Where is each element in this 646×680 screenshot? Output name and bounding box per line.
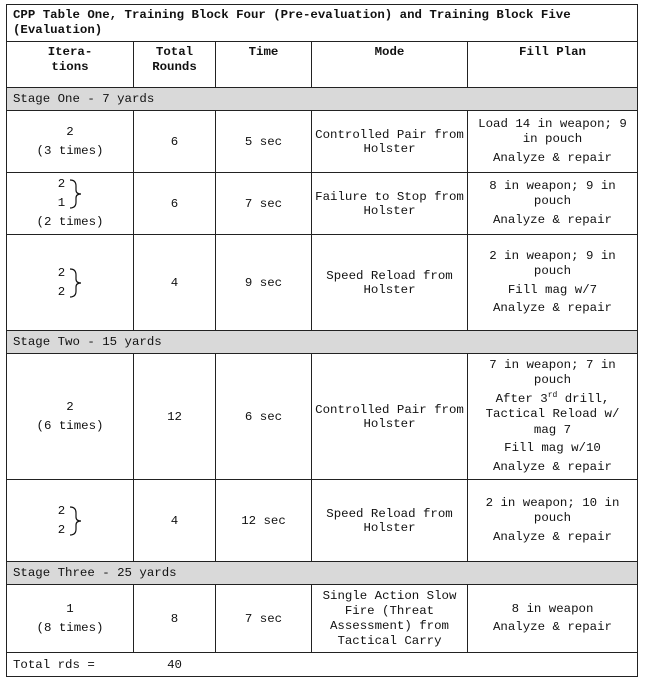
total-value: 40 — [134, 653, 216, 677]
time-cell: 7 sec — [216, 585, 312, 653]
rounds-cell: 4 — [134, 235, 216, 331]
table-row — [7, 585, 638, 653]
time-cell: 7 sec — [216, 173, 312, 235]
mode-cell: Single Action Slow Fire (Threat Assessment) from Tactical Carry — [312, 585, 468, 653]
fill-plan-line: 2 in weapon; 9 in pouch — [489, 248, 616, 278]
stage-label: Stage One - 7 yards — [7, 88, 638, 111]
iterations-cell — [7, 480, 134, 562]
fill-plan-cell — [468, 480, 638, 562]
iterations-cell — [7, 235, 134, 331]
fill-plan-line: Fill mag w/7 — [507, 282, 598, 297]
iterations-times: (6 times) — [36, 418, 104, 433]
fill-plan-line: Analyze & repair — [493, 459, 612, 474]
fill-plan-cell — [468, 111, 638, 173]
rounds-cell: 8 — [134, 585, 216, 653]
header-fill-plan: Fill Plan — [468, 42, 638, 88]
fill-plan-cell — [468, 235, 638, 331]
header-iterations — [7, 42, 134, 88]
iterations-value: 2 — [66, 399, 74, 414]
iterations-value: 2 — [66, 124, 74, 139]
time-cell: 9 sec — [216, 235, 312, 331]
iterations-cell — [7, 173, 134, 235]
table-row — [7, 480, 638, 562]
fill-plan-line: 8 in weapon; 9 in pouch — [489, 178, 616, 209]
rounds-cell: 6 — [134, 173, 216, 235]
fill-plan-line: Fill mag w/10 — [504, 441, 601, 456]
header-row — [7, 42, 638, 88]
header-mode: Mode — [312, 42, 468, 88]
fill-plan-line: Analyze & repair — [493, 301, 612, 315]
total-empty-cell — [312, 653, 468, 677]
iterations-value: 1 — [66, 601, 74, 616]
mode-cell: Speed Reload from Holster — [312, 235, 468, 331]
total-row — [7, 653, 638, 677]
rounds-cell: 4 — [134, 480, 216, 562]
fill-plan-line — [471, 392, 634, 439]
iterations-value: 2 — [57, 284, 66, 299]
fill-plan-line: Analyze & repair — [493, 620, 612, 634]
stage-label: Stage Two - 15 yards — [7, 331, 638, 354]
curly-brace-icon — [68, 506, 82, 536]
bracket-group — [58, 175, 82, 213]
fill-plan-cell — [468, 585, 638, 653]
iterations-value: 2 — [57, 503, 66, 518]
mode-cell: Controlled Pair from Holster — [312, 354, 468, 480]
fill-plan-line: 8 in weapon — [511, 601, 594, 616]
bracket-group — [58, 502, 82, 540]
total-empty-cell — [216, 653, 312, 677]
fill-plan-line: Analyze & repair — [493, 529, 612, 544]
header-time: Time — [216, 42, 312, 88]
iterations-cell — [7, 585, 134, 653]
table-title: CPP Table One, Training Block Four (Pre-evaluation) and Training Block Five (Evaluation) — [7, 5, 638, 42]
header-rounds-line2: Rounds — [152, 60, 197, 74]
table-row — [7, 354, 638, 480]
header-rounds — [134, 42, 216, 88]
fill-plan-cell — [468, 354, 638, 480]
fill-plan-text: After 3 — [495, 391, 548, 406]
header-iterations-line1: Itera- — [47, 45, 93, 59]
fill-plan-line: Analyze & repair — [493, 150, 612, 165]
time-cell: 5 sec — [216, 111, 312, 173]
fill-plan-text: drill, Tactical Reload w/ mag 7 — [485, 391, 620, 437]
iterations-value: 2 — [57, 522, 66, 537]
table-row — [7, 235, 638, 331]
cpp-table — [6, 4, 638, 677]
stage-label: Stage Three - 25 yards — [7, 562, 638, 585]
total-empty-cell — [468, 653, 638, 677]
iterations-times: (3 times) — [36, 143, 104, 158]
curly-brace-icon — [68, 179, 82, 209]
iterations-times: (2 times) — [36, 215, 104, 229]
mode-cell: Controlled Pair from Holster — [312, 111, 468, 173]
mode-cell: Failure to Stop from Holster — [312, 173, 468, 235]
time-cell: 6 sec — [216, 354, 312, 480]
stage-row — [7, 562, 638, 585]
title-row — [7, 5, 638, 42]
stage-row — [7, 331, 638, 354]
iterations-value: 1 — [57, 196, 66, 210]
iterations-cell — [7, 354, 134, 480]
rounds-cell: 6 — [134, 111, 216, 173]
total-label: Total rds = — [7, 653, 134, 677]
fill-plan-line: Analyze & repair — [493, 212, 612, 227]
mode-cell: Speed Reload from Holster — [312, 480, 468, 562]
bracket-group — [58, 264, 82, 302]
fill-plan-line: 7 in weapon; 7 in pouch — [489, 357, 616, 388]
iterations-cell — [7, 111, 134, 173]
curly-brace-icon — [68, 268, 82, 298]
table-row — [7, 111, 638, 173]
rounds-cell: 12 — [134, 354, 216, 480]
ordinal-suffix: rd — [547, 390, 558, 400]
table-row — [7, 173, 638, 235]
fill-plan-cell — [468, 173, 638, 235]
iterations-value: 2 — [57, 265, 66, 280]
header-iterations-line2: tions — [51, 60, 89, 74]
iterations-value: 2 — [57, 177, 66, 191]
fill-plan-line: 2 in weapon; 10 in pouch — [485, 495, 620, 526]
fill-plan-line: Load 14 in weapon; 9 in pouch — [478, 116, 627, 147]
header-rounds-line1: Total — [155, 45, 194, 59]
stage-row — [7, 88, 638, 111]
time-cell: 12 sec — [216, 480, 312, 562]
iterations-times: (8 times) — [36, 620, 104, 635]
